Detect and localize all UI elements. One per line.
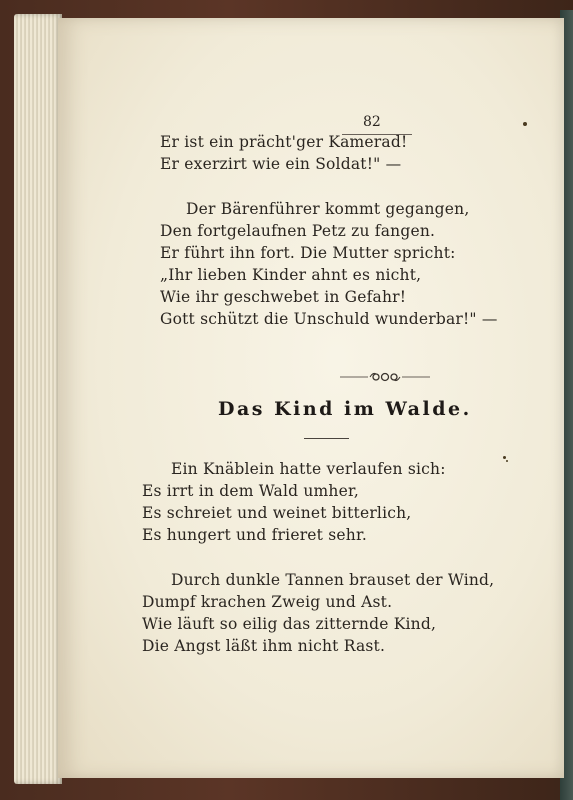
paper-speck (503, 456, 506, 459)
poem-line: Es schreiet und weinet bitterlich, (142, 504, 412, 522)
poem-line: Ein Knäblein hatte verlaufen sich: (171, 460, 446, 478)
poem-line: Den fortgelaufnen Petz zu fangen. (160, 222, 436, 240)
title-rule (304, 438, 349, 439)
poem-line: „Ihr lieben Kinder ahnt es nicht, (160, 266, 422, 284)
poem-line: Es hungert und frieret sehr. (142, 526, 367, 544)
page-number: 82 (363, 114, 381, 130)
paper-speck (506, 460, 508, 462)
page-edges (14, 14, 62, 784)
poem-line: Wie läuft so eilig das zitternde Kind, (142, 615, 437, 633)
poem-line: Es irrt in dem Wald umher, (142, 482, 360, 500)
poem-line: Er führt ihn fort. Die Mutter spricht: (160, 244, 456, 262)
poem-line: Er ist ein prächt'ger Kamerad! (160, 133, 408, 151)
paper-speck (523, 122, 527, 126)
poem-line: Dumpf krachen Zweig und Ast. (142, 593, 393, 611)
poem-line: Der Bärenführer kommt gegangen, (186, 200, 470, 218)
poem-line: Wie ihr geschwebet in Gefahr! (160, 288, 407, 306)
poem-line: Die Angst läßt ihm nicht Rast. (142, 637, 386, 655)
book-page (58, 18, 564, 778)
poem-title: Das Kind im Walde. (218, 398, 472, 420)
poem-line: Durch dunkle Tannen brauset der Wind, (171, 571, 495, 589)
floral-divider-icon (340, 369, 430, 385)
poem-line: Er exerzirt wie ein Soldat!" — (160, 155, 402, 173)
poem-line: Gott schützt die Unschuld wunderbar!" — (160, 310, 498, 328)
